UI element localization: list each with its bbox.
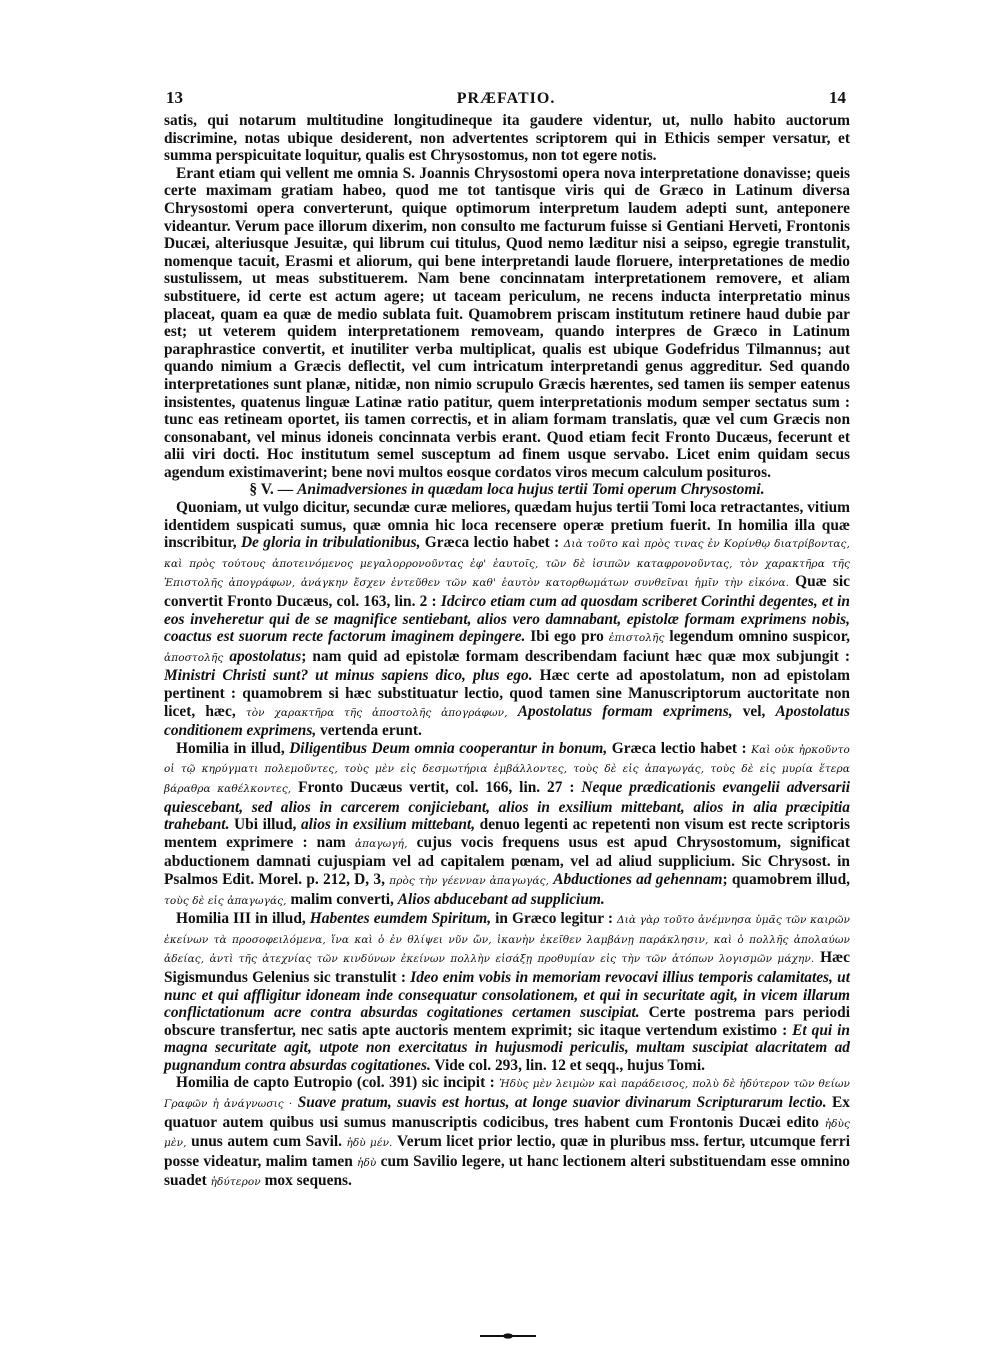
text-run: Græca lectio habet : [424,534,560,552]
right-page-number: 14 [829,88,846,107]
text-run: vertenda erunt. [320,722,422,740]
italic-run: Diligentibus Deum omnia cooperantur in bonum, [289,739,608,757]
paragraph-1: satis, qui notarum multitudine longitudineque ita gaudere videntur, ut, nullo habito auctorum discrimine, notas ubique desiderent, non advertentes scriptorem qui in Ethicis semper versatur, et summa perspicuitate loquitur, qualis est Chrysostomus, non tot egere notis. [164,112,850,165]
italic-run: Abductiones ad gehennam [553,870,723,888]
text-run: cum Savilio legere, ut hanc lectionem alteri substituendam esse omnino suadet [164,1152,850,1190]
italic-run: Idcirco etiam cum ad quosdam scriberet Corinthi degentes, et in eos inveheretur qui de se magnifice sentiebant, alios vero damnabant, epistolæ formam exprimens nobis, coactus est suorum recte factorum imaginem depingere. [164,593,850,646]
greek-quote: ἀπαγωγή, [354,837,408,850]
text-run: Hæc Sigismundus Gelenius sic transtulit : [164,949,850,986]
italic-run: Habentes eumdem Spiritum, [309,910,492,928]
text-run: in Græco legitur : [495,910,613,928]
text-run: Hæc certe ad apostolatum, non ad epistolam pertinent : quamobrem si hæc substituatur lectio, quod tamen sine Manuscriptorum auctoritate non licet, hæc, [164,667,850,720]
text-run: Homilia III in illud, [176,910,306,928]
paragraph-5 [164,910,850,1074]
text-run: Certe postrema pars periodi obscure transfertur, nec satis apte auctoris mentem exprimit; sic itaque vertendum existimo : [164,1004,850,1039]
greek-quote: ἀποστολῆς [164,651,224,664]
text-body [164,112,850,1192]
paragraph-4 [164,740,850,910]
running-header [166,88,846,110]
end-ornament [480,1333,536,1339]
section-heading [164,481,850,499]
text-run: vel, [742,702,766,720]
text-run: Verum licet prior lectio, quæ in pluribus mss. fertur, utcumque ferri posse videatur, malim tamen [164,1133,850,1170]
italic-run: Apostolatus formam exprimens, [517,702,733,720]
italic-run: Suave pratum, suavis est hortus, at longe suavior divinarum Scripturarum lectio. [297,1094,827,1112]
greek-quote: Ἡδὺς μὲν λειμὼν καὶ παράδεισος, πολὺ δὲ ἡδύτερον τῶν θείων Γραφῶν ἡ ἀνάγνωσις · [164,1078,850,1111]
text-run: Homilia de capto Eutropio (col. 391) sic incipit : [176,1074,495,1092]
greek-quote: ἐπιστολῆς [608,632,665,645]
greek-quote: τὸν χαρακτῆρα τῆς ἀποστολῆς ἀπογράφων, [245,706,508,719]
greek-quote: ἡδύτερον [210,1176,261,1189]
text-run: mox sequens. [264,1172,352,1190]
text-run: cujus vocis frequens usus est apud Chrysostomum, significat abductionem damnati cujuspiam vel ad capitalem pœnam, vel ad aliud supplicium. Sic Chrysost. in Psalmos Edit. Morel. p. 212, D, 3, [164,833,850,888]
section-title: Animadversiones in quædam loca hujus tertii Tomi operum Chrysostomi. [297,481,765,499]
italic-run: Et qui in magna securitate agit, utpote non exercitatus in hujusmodi periculis, multam suscipiat alacritatem ad pugnandum contra absurdas cogitationes. [164,1021,850,1074]
text-run: Homilia in illud, [176,739,285,757]
left-page-number: 13 [166,88,183,107]
greek-quote: Καὶ οὐκ ἠρκοῦντο οἱ τῷ κηρύγματι πολεμοῦντες, τοὺς μὲν εἰς δεσμωτήρια ἐμβάλλοντες, τοὺς δὲ εἰς ἀπαγωγάς, τοὺς δὲ εἰς μυρία ἕτερα βάραθρα καθέλκοντες, [164,743,850,795]
text-run: Ex quatuor autem quibus usi sumus manuscriptis codicibus, tres habent cum Frontonis Ducæi edito [164,1094,850,1131]
text-run: Quoniam, ut vulgo dicitur, secundæ curæ meliores, quædam hujus tertii Tomi loca retractantes, vitium identidem suspicati sumus, quæ omnia hic loca recensere operæ pretium fuerit. In homilia illa quæ inscribitur, [164,499,850,552]
text-run: Ubi illud, [234,816,297,834]
text-run: Ibi ego pro [530,628,604,646]
running-title: PRÆFATIO. [456,90,556,107]
greek-quote: ἡδὺ [357,1156,377,1169]
italic-run: alios in exsilium mittebant, [300,816,476,834]
greek-quote: πρὸς τὴν γέενναν ἀπαγωγάς, [389,874,550,887]
italic-run: apostolatus [229,647,302,665]
italic-run: Neque prædicationis evangelii adversarii quiescebant, sed alios in carcerem conjiciebant, alios in exsilium mittebant, alios in alia præcipitia trahebant. [164,778,850,834]
greek-quote: Διὰ γὰρ τοῦτο ἀνέμνησα ὑμᾶς τῶν καιρῶν ἐκείνων τὰ προσοφειλόμενα, ἵνα καὶ ὁ ἐν θλίψει νῦν ὤν, ἱκανὴν ἐκεῖθεν λαμβάνῃ παράκλησιν, καὶ ὁ πολλῆς ἀπολαύων ἀδείας, ἀντὶ τῆς ἀτεχνίας τῶν κινδύνων ἐκείνων πολλὴν εἰσάξῃ προθυμίαν εἰς τὴν τῶν ἀτόπων λογισμῶν μάχην. [164,914,850,966]
greek-quote: ἡδὺς μὲν, [164,1117,850,1150]
italic-run: De gloria in tribulationibus, [240,534,421,552]
italic-run: Alios abducebant ad supplicium. [397,890,605,908]
italic-run: Apostolatus conditionem exprimens, [164,702,850,740]
text-run: Vide col. 293, lin. 12 et seqq., hujus Tomi. [434,1056,705,1074]
text-run: ; quamobrem illud, [722,870,851,888]
text-run: unus autem cum Savil. [191,1133,342,1151]
greek-quote: τοὺς δὲ εἰς ἀπαγωγάς, [164,894,287,907]
paragraph-3 [164,499,850,740]
section-mark: § V. — [249,481,294,499]
text-run: denuo legenti ac repetenti non visum est recte scriptoris mentem exprimere : nam [164,816,850,851]
italic-run: Ideo enim vobis in memoriam revocavi illius temporis calamitates, ut nunc et qui affligitur idoneam inde consequatur consolationem, et qui in securitate agit, in vicem illarum conflictationum acre contra absurdas cogitationes certamen suscipiat. [164,968,850,1022]
text-run: ; nam quid ad epistolæ formam describendam faciunt hæc quæ mox subjungit : [301,647,850,665]
greek-quote: ἡδὺ μέν. [346,1137,393,1150]
text-run: Quæ sic convertit Fronto Ducæus, col. 163, lin. 2 : [164,573,850,611]
paragraph-6 [164,1074,850,1192]
greek-quote: Διὰ τοῦτο καὶ πρὸς τινας ἐν Κορίνθῳ διατρίβοντας, καὶ πρὸς τούτους ἀποτεινόμενος μεγαλορρονοῦντας ἐφ' ἑαυτοῖς, τῶν δὲ ἰσιπῶν καταφρονοῦντας, τὸν χαρακτῆρα τῆς Ἐπιστολῆς ἀπογράφων, ἀνάγκην ἔσχεν ἐντεῦθεν τῶν καθ' ἑαυτὸν κατορθωμάτων συνθεῖναι ἡμῖν τὴν εἰκόνα. [164,538,850,590]
text-run: Græca lectio habet : [611,739,747,757]
text-run: legendum omnino suspicor, [669,628,850,646]
text-run: Fronto Ducæus vertit, col. 166, lin. 27 : [298,778,575,796]
text-run: malim converti, [290,890,394,908]
paragraph-2: Erant etiam qui vellent me omnia S. Joannis Chrysostomi opera nova interpretatione donavisse; queis certe maximam gratiam habeo, quod me tot tantisque viris qui de Græco in Latinum diversa Chrysostomi opera converterunt, quique optimorum interpretum laudem adepti sunt, anteponere videantur. Verum pace illorum dixerim, non consulto me facturum fuisse si Gentiani Herveti, Frontonis Ducæi, alteriusque Jesuitæ, qui librum cui titulus, Quod nemo læditur nisi a seipso, egregie transtulit, nomenque tacuit, Erasmi et aliorum, qui bene interpretandi laude floruere, interpretationes de medio sustulissem, ut meas substituerem. Nam bene concinnatam interpretationem removere, et aliam substituere, id certe est actum agere; ut taceam periculum, ne recens inducta interpretatio minus placeat, quam ea quæ de medio sublata fuit. Quamobrem priscam institutum retinere haud dubie par est; ut veterem quidem interpretationem removeam, quando interpres de Græco in Latinum paraphrastice convertit, et inutiliter verba multiplicat, qualis est ubique Godefridus Tilmannus; aut quando nimium a Græcis deflectit, vel cum intricatum interpretandi genus aggreditur. Sed quando interpretationes sunt planæ, nitidæ, non nimio scrupulo Græcis hærentes, sed tamen iis semper eatenus insistentes, quatenus linguæ Latinæ ratio patitur, quem interpretationis modum semper sectatus sum : tunc eas retineam oportet, iis tamen correctis, et in aliam formam translatis, quæ vel cum Græcis non consonabant, vel minus idoneis concinnata verbis erant. Quod etiam fecit Fronto Ducæus, fecerunt et alii viri docti. Hoc institutum semel susceptum ad finem usque servabo. Licet enim quidam secus agendum existimaverint; bene novi multos eosque cordatos viros mecum calculum posituros. [164,164,850,481]
italic-run: Ministri Christi sunt? ut minus sapiens dico, plus ego. [164,667,533,685]
